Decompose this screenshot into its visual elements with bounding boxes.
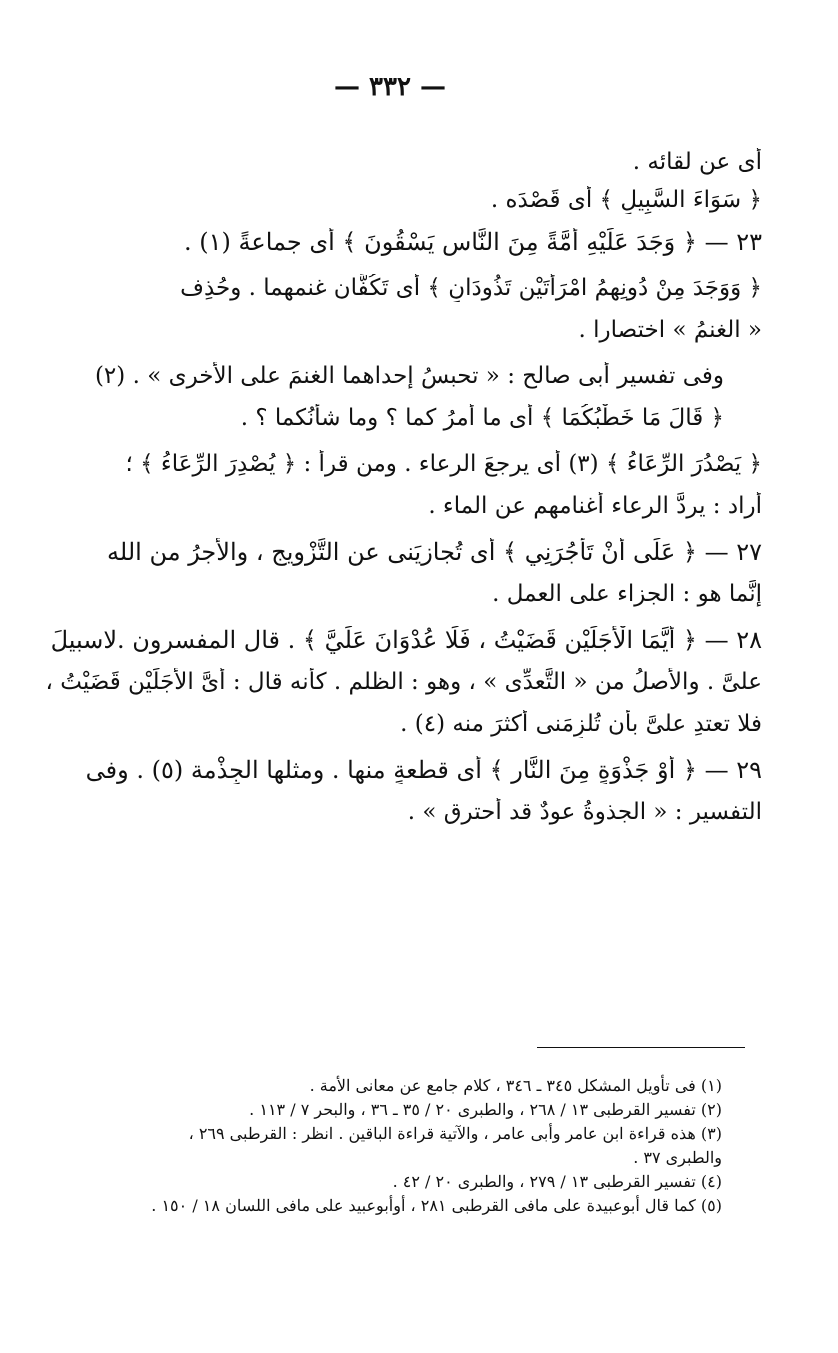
text-line: إنَّما هو : الجزاء على العمل . [492,581,762,607]
text-line: وفى تفسير أبى صالح : « تحبسُ إحداهما الغنمَ على الأخرى » . (٢) [94,363,724,389]
footnote: (٣) هذه قراءة ابن عامر وأبى عامر ، والآتية قراءة الباقين . انظر : القرطبى ٢٦٩ ، [188,1124,722,1143]
footnote: (٤) تفسير القرطبى ١٣ / ٢٧٩ ، والطبرى ٢٠ / ٤٢ . [392,1172,722,1191]
page-number: — ٣٣٢ — [333,72,447,102]
footnote-divider [537,1047,745,1048]
verse-line: ٢٨ — ﴿ أَيَّمَا الْأَجَلَيْنِ قَضَيْتُ ، فَلَا عُدْوَانَ عَلَيَّ ﴾ . قال المفسرون .لاسبيلَ [50,626,762,654]
verse-line: ٢٩ — ﴿ أَوْ جَذْوَةٍ مِنَ النَّارِ ﴾ أى قطعةٍ منها . ومثلها الجِذْمة (٥) . وفى [85,756,762,784]
text-line: ﴿ قَالَ مَا خَطْبُكُمَا ﴾ أى ما أمرُ كما ؟ وما شأنُكما ؟ . [240,405,724,431]
verse-line: ٢٣ — ﴿ وَجَدَ عَلَيْهِ أُمَّةً مِنَ النَّاسِ يَسْقُونَ ﴾ أى جماعةً (١) . [184,228,762,256]
text-line: ﴿ يَصْدُرَ الرِّعَاءُ ﴾ (٣) أى يرجعَ الرعاء . ومن قرأ : ﴿ يُصْدِرَ الرِّعَاءُ ﴾ ؛ [125,451,762,477]
text-line: أى عن لقائه . [632,149,762,175]
footnote: (١) فى تأويل المشكل ٣٤٥ ـ ٣٤٦ ، كلام جامع عن معانى الأمة . [309,1076,722,1095]
text-line: علىَّ . والأصلُ من « التَّعدِّى » ، وهو : الظلم . كأنه قال : أىَّ الأجَلَيْنِ قَضَيْتُ ، [45,669,762,695]
text-line: التفسير : « الجذوةُ عودٌ قد أُحترق » . [407,799,762,825]
text-line: « الغنمُ » اختصارا . [578,317,762,343]
text-line: ﴿ سَوَاءَ السَّبِيلِ ﴾ أى قَصْدَه . [490,187,762,213]
verse-line: ٢٧ — ﴿ عَلَى أَنْ تَأْجُرَنِي ﴾ أى تُجازيَنى عن التَّزْويج ، والأجرُ من الله [107,538,762,566]
text-line: أراد : يردَّ الرعاء أغنامهم عن الماء . [428,493,762,519]
main-text [40,148,762,826]
text-line: فلا تعتدِ علىَّ بأن تُلزِمَنى أكثرَ منه (٤) . [400,711,762,737]
text-line: ﴿ وَوَجَدَ مِنْ دُونِهِمُ امْرَأَتَيْنِ تَذُودَانِ ﴾ أى تَكُفَّان غنمهما . وحُذِف [180,275,762,301]
footnote: (٥) كما قال أبوعبيدة على مافى القرطبى ٢٨١ ، أوأبوعبيد على مافى اللسان ١٨ / ١٥٠ . [151,1196,722,1215]
footnotes [60,1074,722,1218]
footnote: (٢) تفسير القرطبى ١٣ / ٢٦٨ ، والطبرى ٢٠ / ٣٥ ـ ٣٦ ، والبحر ٧ / ١١٣ . [249,1100,722,1119]
footnote-continuation: والطبرى ٣٧ . [633,1148,722,1167]
